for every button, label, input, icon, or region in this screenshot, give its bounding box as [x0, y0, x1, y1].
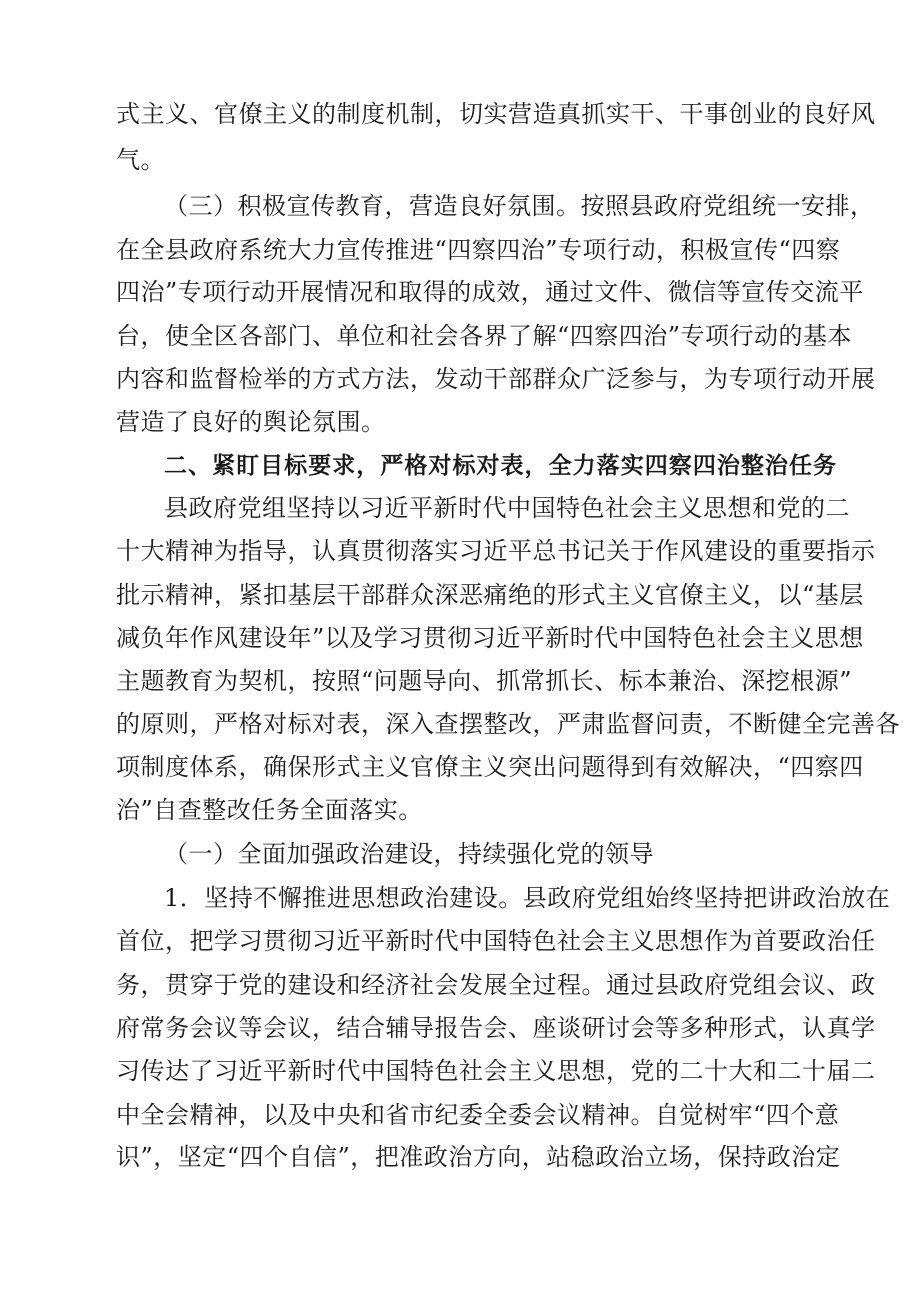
- body-text-line: 气。: [116, 146, 165, 174]
- body-text-line: 务，贯穿于党的建设和经济社会发展全过程。通过县政府党组会议、政: [116, 971, 876, 999]
- body-text-line: 四治”专项行动开展情况和取得的成效，通过文件、微信等宣传交流平: [116, 278, 864, 306]
- section-3-first-line: （三）积极宣传教育，营造良好氛围。按照县政府党组统一安排，: [164, 192, 875, 220]
- body-text-line: 营造了良好的舆论氛围。: [116, 408, 386, 436]
- item-1-first-line: 1．坚持不懈推进思想政治建设。县政府党组始终坚持把讲政治放在: [164, 884, 891, 912]
- body-text-line: 批示精神，紧扣基层干部群众深恶痛绝的形式主义官僚主义，以“基层: [116, 581, 864, 609]
- body-text-line: 习传达了习近平新时代中国特色社会主义思想，党的二十大和二十届二: [116, 1057, 876, 1085]
- body-text-line: 治”自查整改任务全面落实。: [116, 796, 423, 824]
- body-text-line: 台，使全区各部门、单位和社会各界了解“四察四治”专项行动的基本: [116, 322, 853, 350]
- body-text-line: 内容和监督检举的方式方法，发动干部群众广泛参与，为专项行动开展: [116, 365, 876, 393]
- body-text-line: 式主义、官僚主义的制度机制，切实营造真抓实干、干事创业的良好风: [116, 100, 876, 128]
- body-text-line: 项制度体系，确保形式主义官僚主义突出问题得到有效解决，“四察四: [116, 753, 864, 781]
- body-text-line: 识”，坚定“四个自信”，把准政治方向，站稳政治立场，保持政治定: [116, 1143, 841, 1171]
- paragraph-first-line: 县政府党组坚持以习近平新时代中国特色社会主义思想和党的二: [164, 494, 850, 522]
- body-text-line: 十大精神为指导，认真贯彻落实习近平总书记关于作风建设的重要指示: [116, 537, 876, 565]
- body-text-line: 中全会精神，以及中央和省市纪委全委会议精神。自觉树牢“四个意: [116, 1101, 840, 1129]
- body-text-line: 的原则，严格对标对表，深入查摆整改，严肃监督问责，不断健全完善各: [116, 710, 900, 738]
- section-heading: 二、紧盯目标要求，严格对标对表，全力落实四察四治整治任务: [164, 453, 836, 479]
- body-text-line: 主题教育为契机，按照“问题导向、抓常抓长、标本兼治、深挖根源”: [116, 667, 853, 695]
- body-text-line: 在全县政府系统大力宣传推进“四察四治”专项行动，积极宣传“四察: [116, 236, 841, 264]
- body-text-line: 减负年作风建设年”以及学习贯彻习近平新时代中国特色社会主义思想: [116, 624, 864, 652]
- subsection-heading: （一）全面加强政治建设，持续强化党的领导: [164, 840, 654, 868]
- body-text-line: 府常务会议等会议，结合辅导报告会、座谈研讨会等多种形式，认真学: [116, 1014, 876, 1042]
- body-text-line: 首位，把学习贯彻习近平新时代中国特色社会主义思想作为首要政治任: [116, 927, 876, 955]
